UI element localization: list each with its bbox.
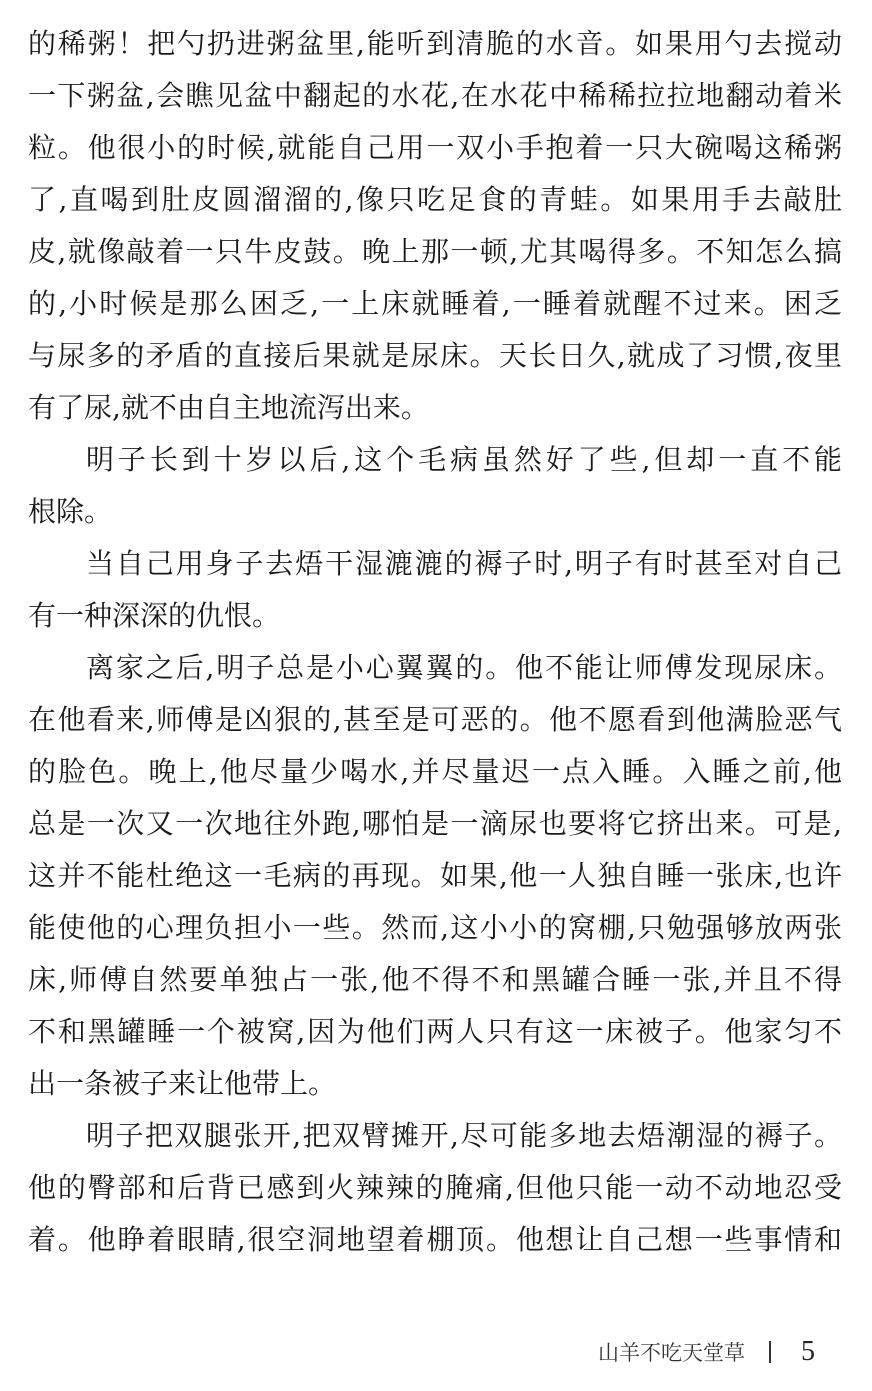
running-title: 山羊不吃天堂草 xyxy=(598,1341,745,1365)
text-line: 着。他睁着眼睛,很空洞地望着棚顶。他想让自己想一些事情和 xyxy=(28,1223,842,1256)
text-line: 在他看来,师傅是凶狠的,甚至是可恶的。他不愿看到他满脸恶气 xyxy=(28,703,842,736)
text-line: 的,小时候是那么困乏,一上床就睡着,一睡着就醒不过来。困乏 xyxy=(28,287,842,320)
text-line: 这并不能杜绝这一毛病的再现。如果,他一人独自睡一张床,也许 xyxy=(28,859,842,892)
text-line: 根除。 xyxy=(28,495,113,528)
text-line: 粒。他很小的时候,就能自己用一双小手抱着一只大碗喝这稀粥 xyxy=(28,131,842,164)
text-line: 一下粥盆,会瞧见盆中翻起的水花,在水花中稀稀拉拉地翻动着米 xyxy=(28,79,842,112)
text-line: 不和黑罐睡一个被窝,因为他们两人只有这一床被子。他家匀不 xyxy=(28,1015,842,1048)
text-line: 了,直喝到肚皮圆溜溜的,像只吃足食的青蛙。如果用手去敲肚 xyxy=(28,183,842,216)
text-line: 出一条被子来让他带上。 xyxy=(28,1067,337,1100)
page-footer xyxy=(598,1334,815,1370)
text-line: 的稀粥！把勺扔进粥盆里,能听到清脆的水音。如果用勺去搅动 xyxy=(28,27,842,60)
footer-divider xyxy=(769,1341,771,1363)
text-line: 明子把双腿张开,把双臂摊开,尽可能多地去焐潮湿的褥子。 xyxy=(86,1119,842,1152)
text-line: 能使他的心理负担小一些。然而,这小小的窝棚,只勉强够放两张 xyxy=(28,911,842,944)
text-line: 的脸色。晚上,他尽量少喝水,并尽量迟一点入睡。入睡之前,他 xyxy=(28,755,842,788)
text-line: 当自己用身子去焐干湿漉漉的褥子时,明子有时甚至对自己 xyxy=(86,547,842,580)
text-line: 总是一次又一次地往外跑,哪怕是一滴尿也要将它挤出来。可是, xyxy=(28,807,842,840)
text-line: 离家之后,明子总是小心翼翼的。他不能让师傅发现尿床。 xyxy=(86,651,842,684)
text-line: 明子长到十岁以后,这个毛病虽然好了些,但却一直不能 xyxy=(86,443,842,476)
text-line: 床,师傅自然要单独占一张,他不得不和黑罐合睡一张,并且不得 xyxy=(28,963,842,996)
text-line: 皮,就像敲着一只牛皮鼓。晚上那一顿,尤其喝得多。不知怎么搞 xyxy=(28,235,842,268)
text-line: 有一种深深的仇恨。 xyxy=(28,599,281,632)
text-line: 有了尿,就不由自主地流泻出来。 xyxy=(28,391,429,424)
text-line: 与尿多的矛盾的直接后果就是尿床。天长日久,就成了习惯,夜里 xyxy=(28,339,842,372)
page-number: 5 xyxy=(801,1336,815,1367)
page-body xyxy=(28,18,842,1266)
text-line: 他的臀部和后背已感到火辣辣的腌痛,但他只能一动不动地忍受 xyxy=(28,1171,842,1204)
